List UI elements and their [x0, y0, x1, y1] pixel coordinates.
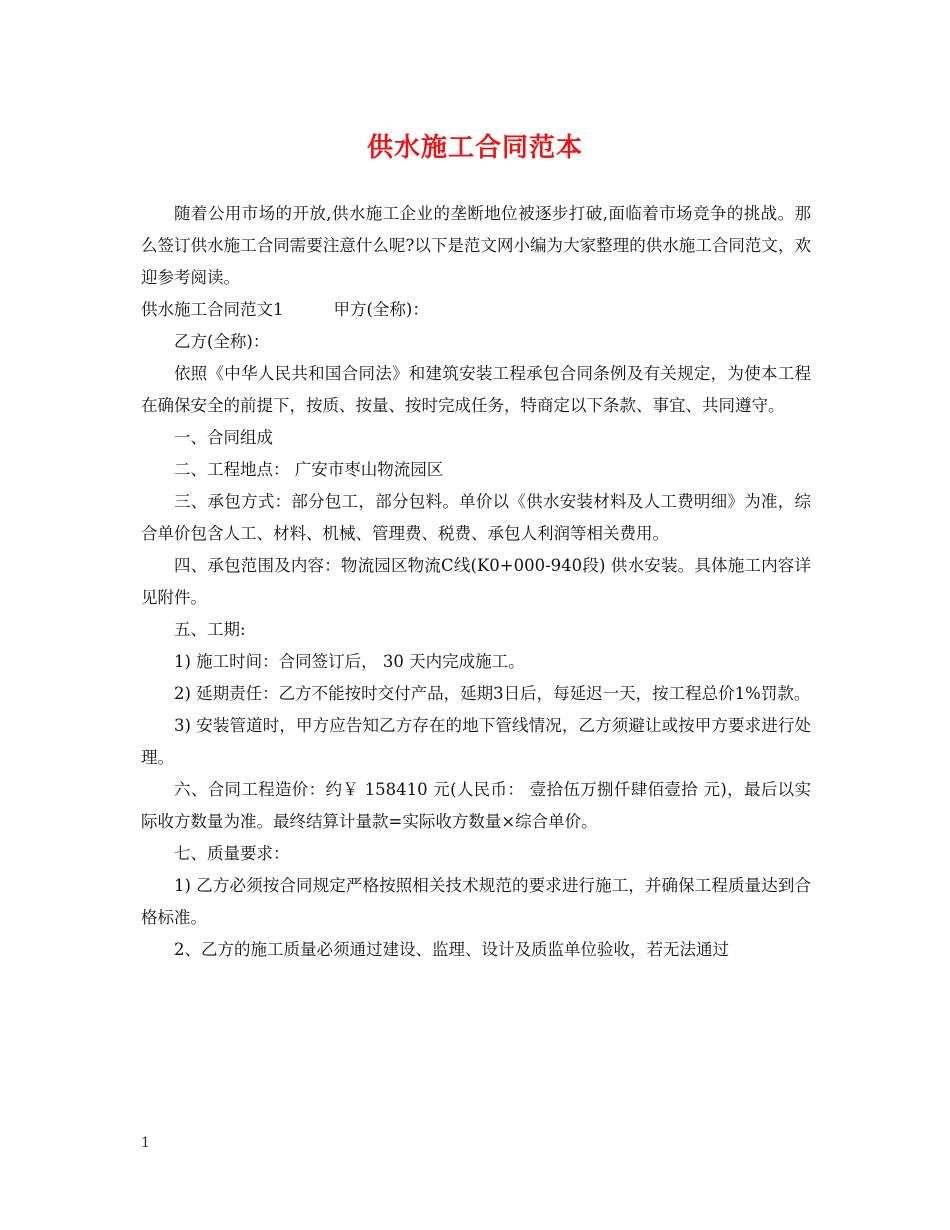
sample-heading: 供水施工合同范文1	[141, 300, 284, 319]
clause-paragraph: 六、合同工程造价：约￥ 158410 元(人民币： 壹拾伍万捌仟肆佰壹拾 元)，最后以实际收方数量为准。最终结算计量款=实际收方数量×综合单价。	[141, 780, 811, 831]
clause-paragraph: 2、乙方的施工质量必须通过建设、监理、设计及质监单位验收，若无法通过	[174, 940, 729, 959]
document-title: 供水施工合同范本	[366, 133, 583, 163]
clause-paragraph: 一、合同组成	[174, 428, 273, 447]
sample-heading-line	[141, 294, 811, 326]
clause-paragraph: 1) 乙方必须按合同规定严格按照相关技术规范的要求进行施工，并确保工程质量达到合格标准。	[141, 876, 811, 927]
preamble-paragraph: 依照《中华人民共和国合同法》和建筑安装工程承包合同条例及有关规定，为使本工程在确保安全的前提下，按质、按量、按时完成任务，特商定以下条款、事宜、共同遵守。	[141, 364, 811, 415]
party-a-label: 甲方(全称)：	[333, 300, 429, 319]
clause-paragraph: 2) 延期责任：乙方不能按时交付产品，延期3日后，每延迟一天，按工程总价1%罚款。	[174, 684, 811, 703]
clause-paragraph: 七、质量要求：	[174, 844, 290, 863]
intro-paragraph: 随着公用市场的开放,供水施工企业的垄断地位被逐步打破,面临着市场竞争的挑战。那么签订供水施工合同需要注意什么呢?以下是范文网小编为大家整理的供水施工合同范文，欢迎参考阅读。	[141, 204, 811, 287]
document-body	[141, 198, 811, 966]
clause-paragraph: 1) 施工时间：合同签订后， 30 天内完成施工。	[174, 652, 525, 671]
clause-paragraph: 三、承包方式：部分包工，部分包料。单价以《供水安装材料及人工费明细》为准，综合单价包含人工、材料、机械、管理费、税费、承包人利润等相关费用。	[141, 492, 811, 543]
page-number: 1	[141, 1135, 150, 1151]
party-b-label: 乙方(全称)：	[174, 332, 270, 351]
clause-paragraph: 二、工程地点： 广安市枣山物流园区	[174, 460, 444, 479]
clause-paragraph: 五、工期:	[174, 620, 246, 639]
clause-paragraph: 3) 安装管道时，甲方应告知乙方存在的地下管线情况，乙方须避让或按甲方要求进行处理。	[141, 716, 811, 767]
clause-paragraph: 四、承包范围及内容：物流园区物流C线(K0+000-940段) 供水安装。具体施工内容详见附件。	[141, 556, 811, 607]
